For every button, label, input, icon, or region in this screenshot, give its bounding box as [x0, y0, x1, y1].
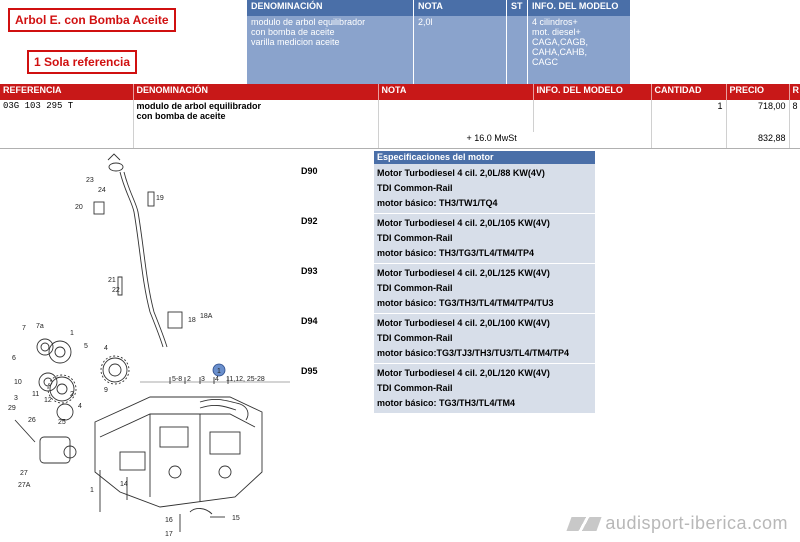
engine-spec-table [298, 151, 595, 414]
info-modelo-line: CAHA,CAHB, [532, 47, 588, 57]
part-cantidad: 1 [651, 100, 726, 132]
engine-line: Motor Turbodiesel 4 cil. 2,0L/88 KW(4V) [377, 168, 545, 178]
col-info-modelo: INFO. DEL MODELO [533, 84, 651, 100]
part-label: 23 [86, 177, 94, 184]
part-label: 2 [187, 376, 191, 383]
engine-line: Motor Turbodiesel 4 cil. 2,0L/125 KW(4V) [377, 268, 550, 278]
title-label: Arbol E. con Bomba Aceite [15, 13, 169, 27]
info-denominacion-line: varilla medicion aceite [251, 37, 340, 47]
info-header-info-modelo: INFO. DEL MODELO [528, 0, 631, 16]
part-label: 26 [28, 417, 36, 424]
part-denominacion-line: con bomba de aceite [136, 111, 226, 121]
info-header-nota: NOTA [414, 0, 507, 16]
part-label: 3 [201, 376, 205, 383]
info-modelo-line: 4 cilindros+ [532, 17, 578, 27]
part-label: 5 [84, 343, 88, 350]
col-referencia: REFERENCIA [0, 84, 133, 100]
part-label: 9 [104, 387, 108, 394]
info-denominacion-line: modulo de arbol equilibrador [251, 17, 366, 27]
part-label: 5-8 [172, 376, 183, 383]
part-label: 17 [165, 531, 173, 538]
engine-description [374, 164, 595, 214]
info-denominacion-cell [247, 16, 414, 84]
col-precio: PRECIO [726, 84, 789, 100]
total-price: 832,88 [726, 132, 789, 149]
part-label: 12 [44, 397, 52, 404]
part-denominacion [133, 100, 378, 132]
engine-spec-header: Especificaciones del motor [374, 151, 595, 164]
engine-line: motor básico: TH3/TW1/TQ4 [377, 198, 498, 208]
parts-table-header [0, 84, 800, 100]
info-st-cell [507, 16, 528, 84]
title-label-box [8, 8, 176, 32]
col-denominacion: DENOMINACIÓN [133, 84, 378, 100]
engine-code: D90 [298, 164, 374, 214]
single-reference-box [27, 50, 137, 74]
part-label: 4 [78, 403, 82, 410]
part-label: 27 [20, 470, 28, 477]
part-label: 16 [165, 517, 173, 524]
part-label: 6 [12, 355, 16, 362]
engine-line: TDI Common-Rail [377, 333, 453, 343]
part-label: 1 [90, 487, 94, 494]
info-table [247, 0, 630, 84]
part-label: 27A [18, 482, 31, 489]
part-label: 20 [75, 204, 83, 211]
parts-table [0, 84, 800, 149]
part-nota [378, 100, 533, 132]
engine-description [374, 364, 595, 414]
engine-line: TDI Common-Rail [377, 283, 453, 293]
single-reference-label: 1 Sola referencia [34, 55, 131, 69]
info-header-denominacion: DENOMINACIÓN [247, 0, 414, 16]
part-label: 7 [22, 325, 26, 332]
part-label: 4 [104, 345, 108, 352]
part-label: 11,12, 25-28 [226, 376, 265, 383]
col-r: R [789, 84, 800, 100]
engine-spec-row [298, 314, 595, 364]
watermark-logo-icon [567, 517, 602, 531]
engine-spec-row [298, 164, 595, 214]
part-label: 18A [200, 313, 213, 320]
engine-line: Motor Turbodiesel 4 cil. 2,0L/100 KW(4V) [377, 318, 550, 328]
engine-description [374, 314, 595, 364]
part-label: 15 [232, 515, 240, 522]
watermark-text: audisport-iberica.com [605, 513, 788, 533]
part-label: 24 [98, 187, 106, 194]
part-label: 29 [8, 405, 16, 412]
engine-spec-row [298, 364, 595, 414]
engine-description [374, 264, 595, 314]
part-label: 3 [14, 395, 18, 402]
info-modelo-line: CAGA,CAGB, [532, 37, 589, 47]
exploded-parts-diagram [0, 152, 290, 542]
callout-number: 1 [217, 368, 221, 375]
engine-description [374, 214, 595, 264]
engine-code: D95 [298, 364, 374, 414]
tax-label: + 16.0 MwSt [378, 132, 651, 149]
part-label: 4 [215, 376, 219, 383]
part-label: 25 [58, 419, 66, 426]
engine-line: motor básico: TG3/TH3/TL4/TM4/TP4/TU3 [377, 298, 554, 308]
part-label: 7a [36, 323, 44, 330]
engine-spec-row [298, 264, 595, 314]
part-denominacion-line: modulo de arbol equilibrador [136, 101, 262, 111]
tax-row [0, 132, 800, 149]
info-modelo-line: mot. diesel+ [532, 27, 581, 37]
engine-line: Motor Turbodiesel 4 cil. 2,0L/120 KW(4V) [377, 368, 550, 378]
part-label: 19 [156, 195, 164, 202]
part-reference[interactable]: 03G 103 295 T [0, 100, 133, 132]
engine-line: motor básico: TG3/TH3/TL4/TM4 [377, 398, 516, 408]
info-modelo-line: CAGC [532, 57, 559, 67]
engine-code: D93 [298, 264, 374, 314]
engine-line: TDI Common-Rail [377, 233, 453, 243]
info-modelo-cell [528, 16, 631, 84]
engine-code: D94 [298, 314, 374, 364]
info-denominacion-line: con bomba de aceite [251, 27, 335, 37]
part-label: 22 [112, 287, 120, 294]
part-label: 21 [108, 277, 116, 284]
info-header-st: ST [507, 0, 528, 16]
table-row[interactable] [0, 100, 800, 132]
col-nota: NOTA [378, 84, 533, 100]
part-label: 18 [188, 317, 196, 324]
col-cantidad: CANTIDAD [651, 84, 726, 100]
engine-line: motor básico:TG3/TJ3/TH3/TU3/TL4/TM4/TP4 [377, 348, 570, 358]
engine-spec-row [298, 214, 595, 264]
part-extra: 8 [789, 100, 800, 132]
part-info-modelo [533, 100, 651, 132]
engine-line: TDI Common-Rail [377, 383, 453, 393]
part-label: 1 [70, 330, 74, 337]
info-nota-cell: 2,0l [414, 16, 507, 84]
part-precio: 718,00 [726, 100, 789, 132]
part-label: 11 [32, 391, 40, 398]
engine-code: D92 [298, 214, 374, 264]
part-label: 10 [14, 379, 22, 386]
engine-line: motor básico: TH3/TG3/TL4/TM4/TP4 [377, 248, 535, 258]
part-label: 2 [70, 391, 74, 398]
watermark [569, 513, 788, 534]
engine-line: TDI Common-Rail [377, 183, 453, 193]
part-label: 14 [120, 481, 128, 488]
engine-line: Motor Turbodiesel 4 cil. 2,0L/105 KW(4V) [377, 218, 550, 228]
